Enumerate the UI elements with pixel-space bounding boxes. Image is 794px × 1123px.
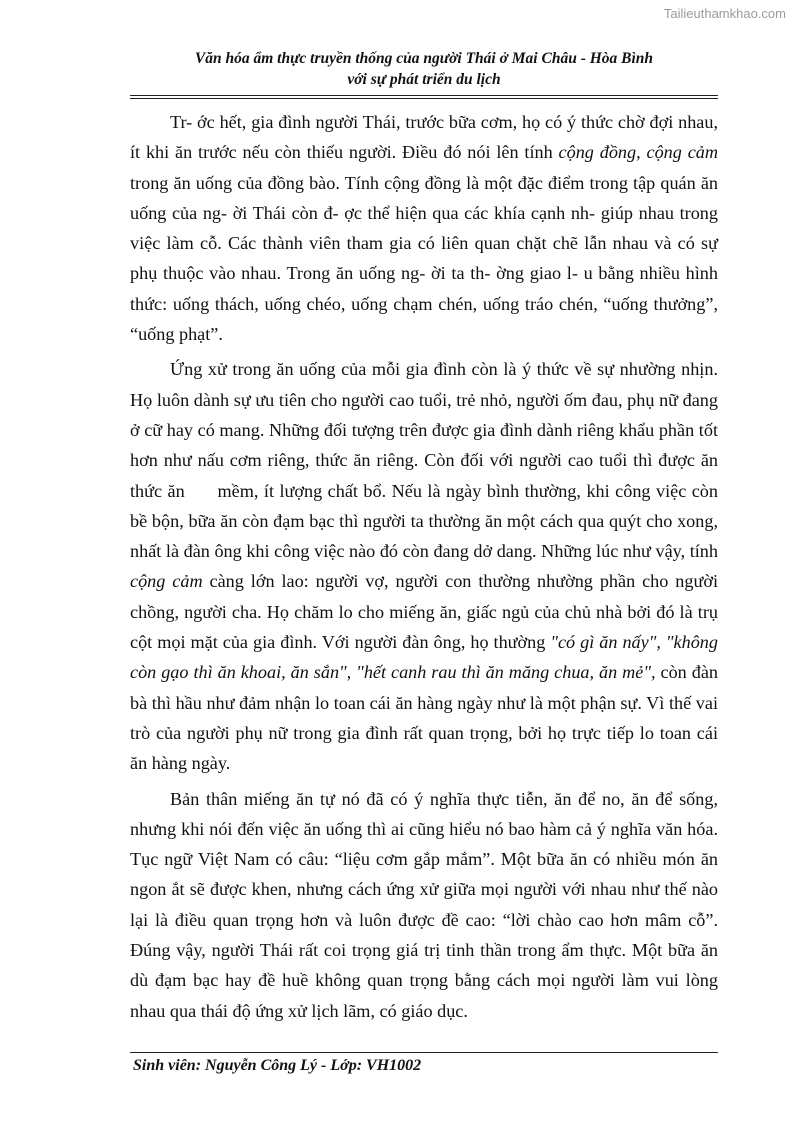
paragraph-2 <box>130 354 723 778</box>
document-body <box>130 107 723 1031</box>
paragraph-3: Bản thân miếng ăn tự nó đã có ý nghĩa thực tiễn, ăn để no, ăn để sống, nhưng khi nói đến việc ăn uống thì ai cũng hiểu nó bao hàm cả ý nghĩa văn hóa. Tục ngữ Việt Nam có câu: “liệu cơm gắp mắm”. Một bữa ăn có nhiều món ăn ngon ắt sẽ được khen, nhưng cách ứng xử giữa mọi người với nhau như thế nào lại là điều quan trọng hơn và luôn được đề cao: “lời chào cao hơn mâm cỗ”. Đúng vậy, người Thái rất coi trọng giá trị tinh thần trong ẩm thực. Một bữa ăn dù đạm bạc hay đề huề không quan trọng bằng cách mọi người làm vui lòng nhau qua thái độ ứng xử lịch lãm, có giáo dục. <box>130 788 718 1021</box>
header-title-line2: với sự phát triển du lịch <box>347 71 501 88</box>
watermark: Tailieuthamkhao.com <box>663 6 786 21</box>
footer-divider <box>130 1052 718 1053</box>
header-title-line1: Văn hóa ẩm thực truyền thống của người Thái ở Mai Châu - Hòa Bình <box>194 50 654 67</box>
paragraph-1-emphasis: cộng đồng, cộng cảm <box>558 142 718 163</box>
paragraph-2-emphasis-b: "có gì ăn nấy", "không còn gạo thì ăn khoai, ăn sắn", "hết canh rau thì ăn măng chua, ăn mẻ", <box>130 632 723 683</box>
paragraph-2-text-a: Ứng xử trong ăn uống của mỗi gia đình còn là ý thức về sự nhường nhịn. Họ luôn dành sự ưu tiên cho người cao tuổi, trẻ nhỏ, người ốm đau, phụ nữ đang ở cữ hay có mang. Những đối tượng trên được gia đình dành riêng khẩu phần tốt hơn như nấu cơm riêng, thức ăn riêng. Còn đối với người cao tuổi thì được ăn thức ăn mềm, ít lượng chất bổ. Nếu là ngày bình thường, khi công việc còn bề bộn, bữa ăn còn đạm bạc thì người ta thường ăn một cách qua quýt cho xong, nhất là đàn ông khi công việc nào đó còn đang dở dang. Những lúc như vậy, tính <box>130 359 723 562</box>
header-divider-double <box>130 98 718 99</box>
paragraph-2-emphasis-a: cộng cảm <box>130 571 203 592</box>
paragraph-2-text-b: càng lớn lao: người vợ, người con thường nhường phần cho người chồng, người cha. Họ chăm lo cho miếng ăn, giấc ngủ của chủ nhà bởi đó là trụ cột mọi mặt của gia đình. Với người đàn ông, họ thường <box>130 571 723 653</box>
paragraph-1 <box>130 107 718 349</box>
paragraph-1-text-a: Tr- ớc hết, gia đình người Thái, trước bữa cơm, họ có ý thức chờ đợi nhau, ít khi ăn trước nếu còn thiếu người. Điều đó nói lên tính <box>130 112 718 163</box>
header-divider <box>130 95 718 96</box>
paragraph-2-text-c: còn đàn bà thì hầu như đảm nhận lo toan cái ăn hàng ngày như là một phận sự. Vì thế vai trò của người phụ nữ trong gia đình rất quan trọng, bởi họ trực tiếp lo toan cái ăn hàng ngày. <box>130 662 723 774</box>
paragraph-1-text-b: trong ăn uống của đồng bào. Tính cộng đồng là một đặc điểm trong tập quán ăn uống của ng- ời Thái còn đ- ợc thể hiện qua các khía cạnh nh- giúp nhau trong việc làm cỗ. Các thành viên tham gia có liên quan chặt chẽ lẫn nhau và có sự phụ thuộc vào nhau. Trong ăn uống ng- ời ta th- ờng giao l- u bằng nhiều hình thức: uống thách, uống chéo, uống chạm chén, uống tráo chén, “uống thưởng”, “uống phạt”. <box>130 172 718 345</box>
page-header <box>130 48 718 90</box>
page-footer: Sinh viên: Nguyễn Công Lý - Lớp: VH1002 <box>133 1057 422 1074</box>
